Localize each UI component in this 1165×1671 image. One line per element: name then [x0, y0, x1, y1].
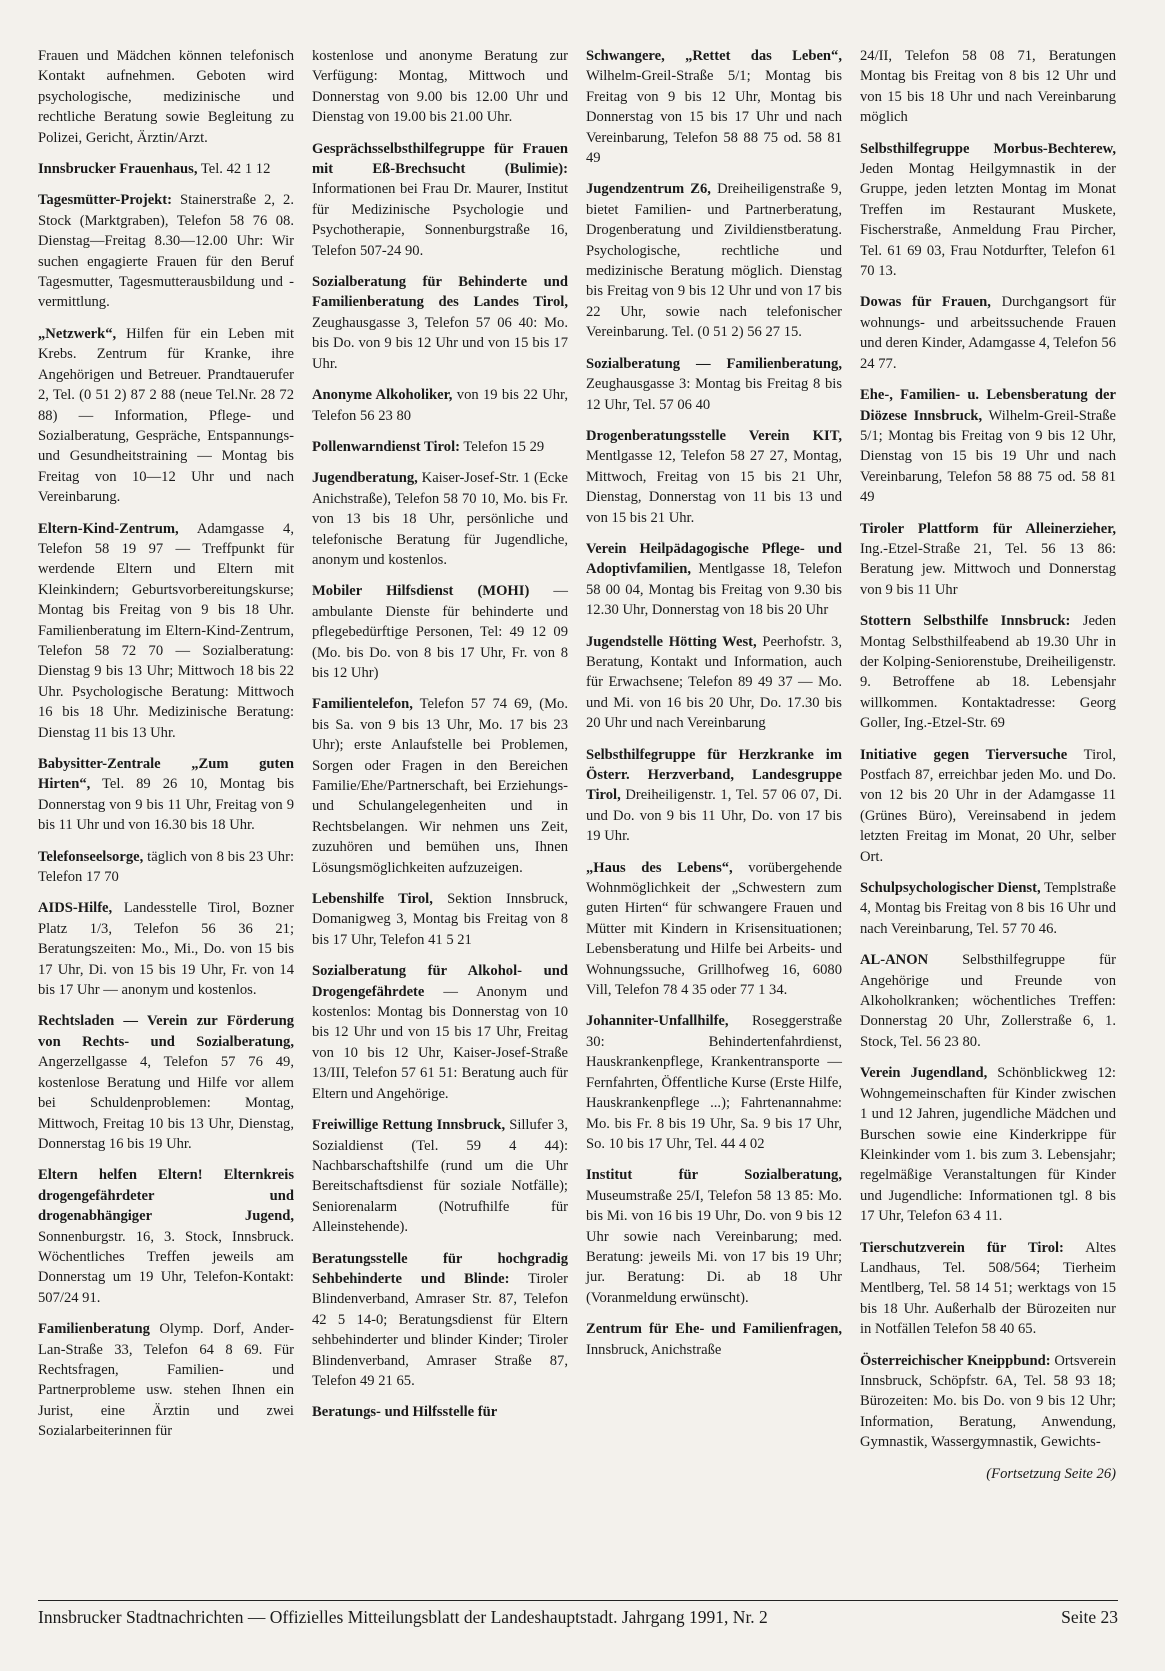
entry-heading: „Netzwerk“, [38, 325, 117, 342]
listing-entry [312, 468, 568, 570]
listing-entry [586, 539, 842, 621]
entry-text: Informationen bei Frau Dr. Maurer, Institut für Medizinische Psychologie und Psychotherapie, Sonnenburgstraße 16, Telefon 507-24 90. [312, 181, 568, 259]
continued-note: (Fortsetzung Seite 26) [986, 1465, 1116, 1482]
entry-heading: Telefonseelsorge, [38, 848, 144, 865]
column-3 [586, 46, 842, 1581]
column-4 [860, 46, 1116, 1581]
listing-entry [860, 878, 1116, 939]
listing-entry [38, 898, 294, 1000]
column-2 [312, 46, 568, 1581]
entry-heading: AL-ANON [860, 952, 929, 969]
entry-heading: Familientelefon, [312, 696, 413, 713]
page-footer [38, 1600, 1118, 1628]
listing-entry [860, 46, 1116, 128]
listing-entry [38, 1319, 294, 1441]
entry-heading: Schulpsychologischer Dienst, [860, 880, 1041, 897]
listing-entry [312, 889, 568, 950]
entry-text: Sonnenburgstr. 16, 3. Stock, Innsbruck. Wöchentliches Treffen jeweils am Donnerstag um 19 Uhr, Telefon-Kontakt: 507/24 91. [38, 1228, 294, 1306]
entry-heading: Gesprächsselbsthilfegruppe für Frauen mit Eß-Brechsucht (Bulimie): [312, 140, 568, 178]
entry-heading: AIDS-Hilfe, [38, 900, 113, 917]
listing-entry [860, 139, 1116, 282]
listing-entry [312, 694, 568, 878]
entry-heading: Verein Jugendland, [860, 1065, 988, 1082]
entry-text: Angerzellgasse 4, Telefon 57 76 49, kostenlose Beratung und Hilfe vor allem bei Schuldenproblemen: Montag, Mittwoch, Freitag 10 bis 13 Uhr, Dienstag, Donnerstag 16 bis 19 Uhr. [38, 1054, 294, 1152]
entry-text: Mentlgasse 12, Telefon 58 27 27, Montag, Mittwoch, Freitag von 15 bis 21 Uhr, Dienstag, Donnerstag von 11 bis 13 und von 15 bis 21 Uhr. [586, 448, 842, 526]
listing-entry [38, 847, 294, 888]
listing-entry [38, 46, 294, 148]
listing-entry [312, 1402, 568, 1422]
entry-heading: Verein Heilpädagogische Pflege- und Adoptivfamilien, [586, 540, 842, 578]
listing-entry [860, 292, 1116, 374]
entry-heading: Ehe-, Familien- u. Lebensberatung der Diözese Innsbruck, [860, 387, 1116, 424]
entry-heading: Institut für Sozialberatung, [586, 1167, 842, 1184]
entry-text: Tiroler Blindenverband, Amraser Str. 87, Telefon 42 5 14-0; Beratungsdienst für Eltern sehbehinderter und blinder Kinder; Tiroler Blindenverband, Amraser Straße 87, Telefon 49 21 65. [312, 1270, 569, 1389]
entry-heading: Sozialberatung für Behinderte und Familienberatung des Landes Tirol, [312, 274, 568, 311]
entry-text: vorübergehende Wohnmöglichkeit der „Schwestern zum guten Hirten“ für schwangere Frauen und Mütter mit Kindern in Krisensituationen; Lebensberatung und Hilfe bei Arbeits- und Wohnungssuche, Grillhofweg 16, 6080 Vill, Telefon 78 4 35 oder 77 1 34. [586, 859, 843, 999]
listing-entry [860, 1238, 1116, 1340]
entry-text: 24/II, Telefon 58 08 71, Beratungen Montag bis Freitag von 8 bis 12 Uhr und von 15 bis 18 Uhr und nach Vereinbarung möglich [860, 48, 1116, 126]
entry-text: Durchgangsort für wohnungs- und arbeitssuchende Frauen und deren Kinder, Adamgasse 4, Telefon 56 24 77. [860, 294, 1116, 372]
entry-heading: Initiative gegen Tierversuche [860, 746, 1068, 763]
entry-text: Telefon 15 29 [459, 438, 545, 455]
entry-text: Sektion Innsbruck, Domanigweg 3, Montag bis Freitag von 8 bis 17 Uhr, Telefon 41 5 21 [312, 891, 568, 948]
entry-text: Tirol, Postfach 87, erreichbar jeden Mo. und Do. von 12 bis 20 Uhr in der Adamgasse 11 (Grünes Büro), Vereinsabend in jedem letzten Freitag im Monat, 20 Uhr, selber Ort. [860, 746, 1117, 865]
listing-entry [860, 385, 1116, 507]
listing-entry [586, 1011, 842, 1154]
listing-entry [38, 519, 294, 743]
column-1 [38, 46, 294, 1581]
entry-text: Tel. 89 26 10, Montag bis Donnerstag von 9 bis 11 Uhr, Freitag von 9 bis 11 Uhr und von 16.30 bis 18 Uhr. [38, 776, 294, 834]
entry-text: Kaiser-Josef-Str. 1 (Ecke Anichstraße), Telefon 58 70 10, Mo. bis Fr. von 13 bis 18 Uhr, persönliche und telefonische Beratung für Jugendliche, anonym und kostenlos. [312, 470, 568, 568]
entry-text: Schönblickweg 12: Wohngemeinschaften für Kinder zwischen 1 und 12 Jahren, jugendliche Mädchen und Burschen sowie eine Kinderkrippe für Kleinkinder vom 1. bis zum 3. Lebensjahr; regelmäßige Veranstaltungen für Kinder und Jugendliche: Informationen tgl. 8 bis 17 Uhr, Telefon 63 4 11. [860, 1065, 1116, 1225]
listing-entry [312, 961, 568, 1104]
entry-heading: Jugendzentrum Z6, [586, 181, 711, 198]
listing-entry [586, 354, 842, 415]
entry-heading: Eltern-Kind-Zentrum, [38, 520, 179, 537]
listing-entry [312, 139, 568, 261]
listing-entry [586, 632, 842, 734]
entry-heading: Lebenshilfe Tirol, [312, 891, 433, 908]
entry-text: Zeughausgasse 3, Telefon 57 06 40: Mo. bis Do. von 9 bis 12 Uhr und von 15 bis 17 Uhr. [312, 314, 568, 372]
listing-entry [312, 437, 568, 457]
entry-text: Tel. 42 1 12 [197, 161, 271, 178]
entry-text: Templstraße 4, Montag bis Freitag von 8 bis 16 Uhr und nach Vereinbarung, Tel. 57 70 46. [860, 880, 1116, 937]
entry-text: Mentlgasse 18, Telefon 58 00 04, Montag bis Freitag von 9.30 bis 12.30 Uhr, Donnerstag von 18 bis 20 Uhr [586, 561, 842, 619]
entry-heading: Dowas für Frauen, [860, 294, 991, 311]
entry-text: Stainerstraße 2, 2. Stock (Marktgraben), Telefon 58 76 08. Dienstag—Freitag 8.30—12.00 Uhr: Wir suchen engagierte Frauen für den Beruf Tagesmutter, Tagesmutterausbildung und -vermittlung. [38, 192, 294, 311]
listing-entry [860, 1351, 1116, 1453]
listing-entry [860, 519, 1116, 601]
page-body [38, 46, 1118, 1581]
entry-text: — ambulante Dienste für behinderte und pflegebedürftige Personen, Tel: 49 12 09 (Mo. bis Do. von 8 bis 17 Uhr, Fr. von 8 bis 12 Uhr) [312, 583, 568, 681]
entry-text: Wilhelm-Greil-Straße 5/1; Montag bis Freitag von 9 bis 12 Uhr, Montag bis Donnerstag von 15 bis 17 Uhr und nach Vereinbarung, Telefon 58 88 75 od. 58 81 49 [586, 68, 842, 167]
listing-entry [586, 858, 842, 1001]
entry-text: täglich von 8 bis 23 Uhr: Telefon 17 70 [38, 848, 294, 886]
entry-heading: Mobiler Hilfsdienst (MOHI) [312, 583, 530, 600]
entry-heading: Stottern Selbsthilfe Innsbruck: [860, 613, 1071, 630]
entry-heading: Tagesmütter-Projekt: [38, 192, 173, 209]
entry-text: Peerhofstr. 3, Beratung, Kontakt und Information, auch für Erwachsene; Telefon 89 49 37 — Mo. und Mi. von 16 bis 20 Uhr, Do. 17.30 bis 20 Uhr und nach Vereinbarung [586, 633, 842, 732]
entry-heading: Pollenwarndienst Tirol: [312, 438, 460, 455]
entry-heading: Familienberatung [38, 1321, 150, 1338]
listing-entry [38, 159, 294, 179]
entry-heading: Freiwillige Rettung Innsbruck, [312, 1117, 506, 1134]
entry-heading: Innsbrucker Frauenhaus, [38, 161, 198, 178]
entry-text: Zeughausgasse 3: Montag bis Freitag 8 bis 12 Uhr, Tel. 57 06 40 [586, 376, 842, 413]
entry-text: — Anonym und kostenlos: Montag bis Donnerstag von 10 bis 12 Uhr und von 15 bis 17 Uhr, Freitag von 10 bis 12 Uhr, Kaiser-Josef-Straße 13/III, Telefon 57 61 51: Beratung auch für Eltern und Angehörige. [312, 983, 568, 1102]
entry-text: Dreiheiligenstr. 1, Tel. 57 06 07, Di. und Do. von 9 bis 11 Uhr, Do. von 17 bis 19 Uhr. [586, 787, 842, 845]
entry-text: Adamgasse 4, Telefon 58 19 97 — Treffpunkt für werdende Eltern und Eltern mit Kleinkindern; Geburtsvorbereitungskurse; Montag bis Freitag von 9 bis 18 Uhr. Familienberatung im Eltern-Kind-Zentrum, Telefon 58 72 70 — Sozialberatung: Dienstag 9 bis 13 Uhr; Mittwoch 18 bis 22 Uhr. Psychologische Beratung: Mittwoch 16 bis 18 Uhr. Medizinische Beratung: Dienstag 11 bis 13 Uhr. [38, 520, 294, 741]
entry-heading: Schwangere, „Rettet das Leben“, [586, 48, 842, 64]
entry-text: Ortsverein Innsbruck, Schöpfstr. 6A, Tel. 58 93 18; Bürozeiten: Mo. bis Do. von 9 bis 12 Uhr; Information, Beratung, Anwendung, Gymnastik, Wassergymnastik, Gewichts- [860, 1352, 1116, 1451]
listing-entry [860, 745, 1116, 867]
entry-text: Roseggerstraße 30: Behindertenfahrdienst, Hauskrankenpflege, Krankentransporte — Fernfahrten, Öffentliche Kurse (Erste Hilfe, Hauskrankenpflege ...); Fahrtenannahme: Mo. bis Fr. 8 bis 19 Uhr, Sa. 9 bis 17 Uhr, So. 10 bis 17 Uhr, Tel. 44 4 02 [586, 1013, 842, 1152]
entry-heading: Österreichischer Kneippbund: [860, 1352, 1051, 1369]
entry-heading: Beratungs- und Hilfsstelle für [312, 1404, 498, 1421]
entry-heading: Beratungsstelle für hochgradig Sehbehinderte und Blinde: [312, 1250, 568, 1287]
entry-heading: Drogenberatungsstelle Verein KIT, [586, 427, 842, 444]
entry-text: Altes Landhaus, Tel. 508/564; Tierheim Mentlberg, Tel. 58 14 51; werktags von 15 bis 18 Uhr. Außerhalb der Bürozeiten nur in Notfällen Telefon 58 40 65. [860, 1239, 1116, 1338]
entry-text: Selbsthilfegruppe für Angehörige und Freunde von Alkoholkranken; wöchentliches Treffen: Donnerstag 20 Uhr, Zollerstraße 6, 1. Stock, Tel. 56 23 80. [860, 952, 1116, 1050]
entry-text: Wilhelm-Greil-Straße 5/1; Montag bis Freitag von 9 bis 12 Uhr, Dienstag von 15 bis 19 Uhr und nach Vereinbarung, Telefon 58 88 75 od. 58 81 49 [860, 407, 1116, 506]
entry-text: Jeden Montag Selbsthilfeabend ab 19.30 Uhr in der Kolping-Seniorenstube, Dreiheiligenstr. 9. Betroffene ab 18. Lebensjahr willkommen. Kontaktadresse: Georg Goller, Ing.-Etzel-Str. 69 [860, 613, 1116, 732]
entry-heading: Tiroler Plattform für Alleinerzieher, [860, 520, 1116, 537]
listing-entry [312, 272, 568, 374]
listing-entry [38, 754, 294, 836]
listing-entry [586, 179, 842, 342]
entry-text: Sillufer 3, Sozialdienst (Tel. 59 4 44): Nachbarschaftshilfe (rund um die Uhr Bereitschaftsdienst für soziale Notfälle); Seniorenalarm (Notrufhilfe für Alleinstehende). [312, 1117, 568, 1236]
listing-entry [586, 745, 842, 847]
entry-heading: Anonyme Alkoholiker, [312, 387, 453, 404]
listing-entry [586, 46, 842, 168]
listing-entry [860, 950, 1116, 1052]
listing-entry [586, 1319, 842, 1360]
entry-heading: „Haus des Lebens“, [586, 859, 733, 876]
listing-entry [38, 190, 294, 312]
listing-entry [312, 1249, 568, 1392]
listing-entry [586, 1165, 842, 1308]
entry-text: Landesstelle Tirol, Bozner Platz 1/3, Telefon 56 36 21; Beratungszeiten: Mo., Mi., Do. von 15 bis 17 Uhr, Di. von 15 bis 19 Uhr, Fr. von 14 bis 17 Uhr — anonym und kostenlos. [38, 900, 294, 999]
entry-heading: Sozialberatung — Familienberatung, [586, 355, 842, 372]
entry-heading: Selbsthilfegruppe Morbus-Bechterew, [860, 140, 1116, 157]
entry-heading: Sozialberatung für Alkohol- und Drogengefährdete [312, 963, 568, 1000]
entry-heading: Eltern helfen Eltern! Elternkreis drogengefährdeter und drogenabhängiger Jugend, [38, 1167, 294, 1225]
entry-text: Frauen und Mädchen können telefonisch Kontakt aufnehmen. Geboten wird psychologische, medizinische und rechtliche Beratung sowie Begleitung zu Polizei, Gericht, Ärztin/Arzt. [38, 48, 294, 146]
entry-text: Ing.-Etzel-Straße 21, Tel. 56 13 86: Beratung jew. Mittwoch und Donnerstag von 9 bis 11 Uhr [860, 540, 1116, 598]
entry-text: Jeden Montag Heilgymnastik in der Gruppe, jeden letzten Montag im Monat Treffen im Restaurant Muskete, Fischerstraße, Anmeldung Frau Pircher, Tel. 61 69 03, Frau Notdurfter, Telefon 61 70 13. [860, 161, 1116, 280]
entry-heading: Babysitter-Zentrale „Zum guten Hirten“, [38, 756, 294, 793]
listing-entry [312, 385, 568, 426]
entry-heading: Jugendstelle Hötting West, [586, 633, 757, 650]
listing-entry [312, 46, 568, 128]
entry-text: Dreiheiligenstraße 9, bietet Familien- und Partnerberatung, Drogenberatung und Zivildienstberatung. Psychologische, rechtliche und medizinische Beratung möglich. Dienstag bis Freitag von 9 bis 12 Uhr und von 17 bis 22 Uhr, sowie nach telefonischer Vereinbarung. Tel. (0 51 2) 56 27 15. [586, 181, 843, 341]
entry-text: kostenlose und anonyme Beratung zur Verfügung: Montag, Mittwoch und Donnerstag von 9.00 bis 12.00 Uhr und Dienstag von 19.00 bis 21.00 Uhr. [312, 48, 568, 126]
entry-heading: Tierschutzverein für Tirol: [860, 1239, 1064, 1256]
listing-entry [38, 324, 294, 508]
listing-entry [312, 1115, 568, 1237]
entry-text: Museumstraße 25/I, Telefon 58 13 85: Mo. bis Mi. von 16 bis 19 Uhr, Do. von 9 bis 12 Uhr sowie nach Vereinbarung; med. Beratung: jeweils Mi. von 17 bis 19 Uhr; jur. Beratung: Di. ab 18 Uhr (Voranmeldung erwünscht). [586, 1187, 842, 1306]
footer-publication: Innsbrucker Stadtnachrichten — Offizielles Mitteilungsblatt der Landeshauptstadt. Jahrgang 1991, Nr. 2 [38, 1607, 768, 1627]
entry-text: Olymp. Dorf, Ander-Lan-Straße 33, Telefon 64 8 69. Für Rechtsfragen, Familien- und Partnerprobleme usw. stehen Ihnen ein Jurist, eine Ärztin und zwei Sozialarbeiterinnen für [38, 1321, 294, 1440]
entry-heading: Selbsthilfegruppe für Herzkranke im Österr. Herzverband, Landesgruppe Tirol, [586, 746, 842, 804]
listing-entry [860, 611, 1116, 733]
listing-entry [38, 1165, 294, 1308]
listing-entry [38, 1011, 294, 1154]
text-columns [38, 46, 1118, 1581]
entry-heading: Zentrum für Ehe- und Familienfragen, [586, 1321, 842, 1338]
entry-heading: Rechtsladen — Verein zur Förderung von Rechts- und Sozialberatung, [38, 1013, 294, 1050]
listing-entry [312, 581, 568, 683]
entry-text: Innsbruck, Anichstraße [586, 1341, 722, 1358]
entry-text: Telefon 57 74 69, (Mo. bis Sa. von 9 bis 13 Uhr, Mo. 17 bis 23 Uhr); erste Anlaufstelle bei Problemen, Sorgen oder Fragen in den Bereichen Familie/Ehe/Partnerschaft, bei Erziehungs- und Schulangelegenheiten und in Rechtsbelangen. Wir nehmen uns Zeit, zuzuhören und bemühen uns, Ihnen Lösungsmöglichkeiten aufzuzeigen. [312, 696, 568, 876]
entry-heading: Jugendberatung, [312, 470, 418, 487]
entry-heading: Johanniter-Unfallhilfe, [586, 1013, 729, 1030]
footer-page-number: Seite 23 [1061, 1607, 1118, 1627]
listing-entry [586, 426, 842, 528]
entry-text: Hilfen für ein Leben mit Krebs. Zentrum für Kranke, ihre Angehörigen und Betreuer. Prandtauerufer 2, Tel. (0 51 2) 87 2 88 (neue Tel.Nr. 28 72 88) — Information, Pflege- und Sozialberatung, Gespräche, Entspannungs- und Gesundheitstraining — Montag bis Freitag von 10—12 Uhr und nach Vereinbarung. [38, 325, 294, 506]
entry-text: von 19 bis 22 Uhr, Telefon 56 23 80 [312, 387, 568, 424]
listing-entry [860, 1063, 1116, 1226]
